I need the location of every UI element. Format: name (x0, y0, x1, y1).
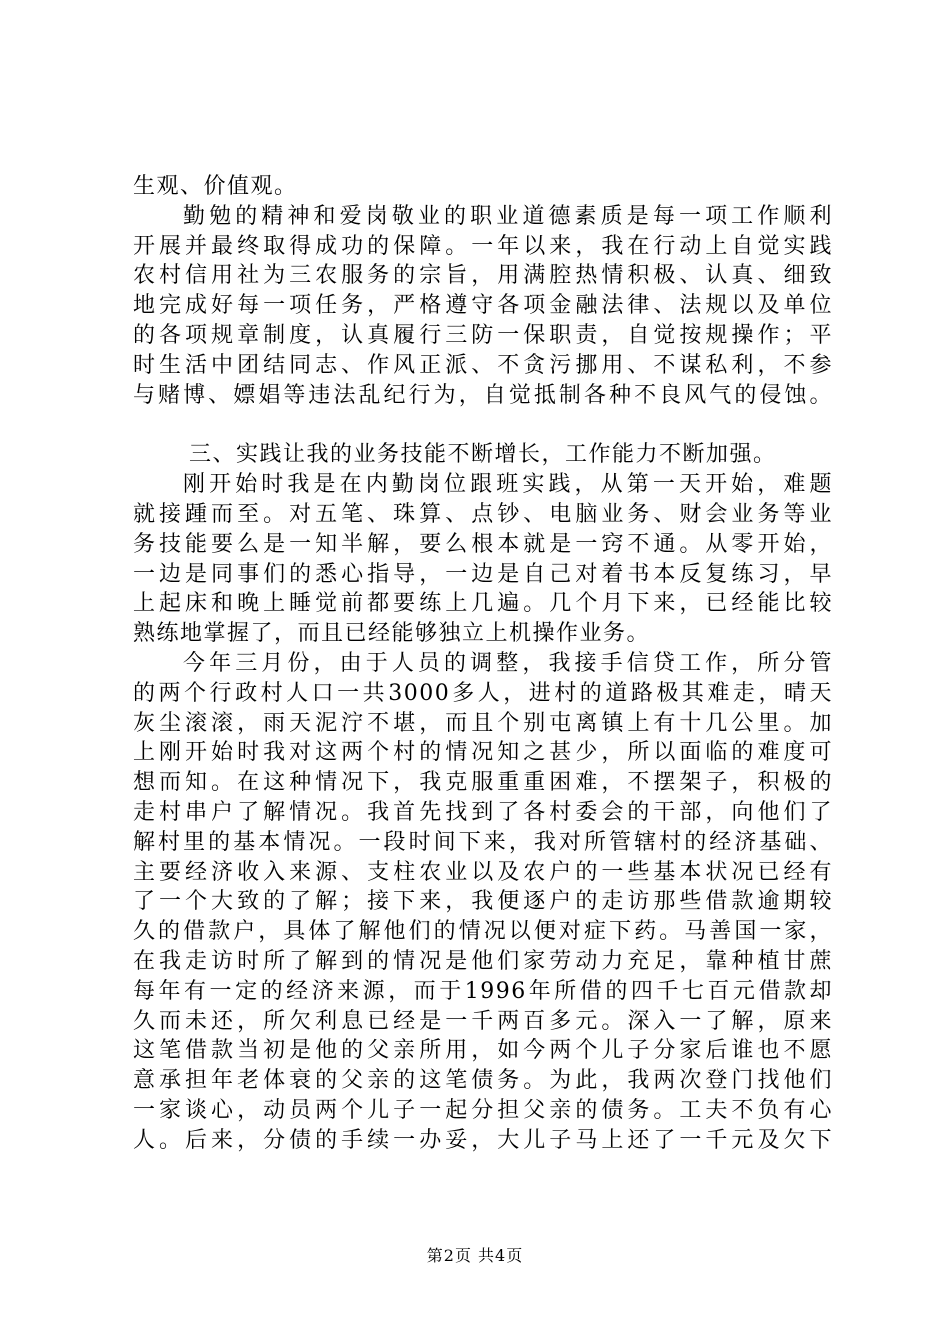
paragraph-line: 生观、价值观。 (133, 174, 298, 199)
paragraph-line: 刚开始时我是在内勤岗位跟班实践，从第一天开始，难题 (183, 472, 833, 498)
paragraph-line: 解村里的基本情况。一段时间下来，我对所管辖村的经济基础、 (133, 829, 833, 855)
section-heading: 三、实践让我的业务技能不断增长，工作能力不断加强。 (189, 442, 777, 468)
paragraph-line: 灰尘滚滚，雨天泥泞不堪，而且个别屯离镇上有十几公里。加 (133, 710, 833, 736)
paragraph-line: 每年有一定的经济来源，而于1996年所借的四千七百元借款却 (133, 978, 833, 1004)
paragraph-line: 在我走访时所了解到的情况是他们家劳动力充足，靠种植甘蔗 (133, 948, 833, 974)
paragraph-line: 意承担年老体衰的父亲的这笔债务。为此，我两次登门找他们 (133, 1068, 833, 1094)
paragraph-line: 上起床和晚上睡觉前都要练上几遍。几个月下来，已经能比较 (133, 591, 833, 617)
paragraph-line: 今年三月份，由于人员的调整，我接手信贷工作，所分管 (183, 650, 833, 676)
paragraph-line: 与赌博、嫖娼等违法乱纪行为，自觉抵制各种不良风气的侵蚀。 (133, 382, 833, 408)
document-body (133, 172, 833, 1156)
paragraph-line: 时生活中团结同志、作风正派、不贪污挪用、不谋私利，不参 (133, 352, 833, 378)
paragraph-line: 一边是同事们的悉心指导，一边是自己对着书本反复练习，早 (133, 561, 833, 587)
paragraph-line: 务技能要么是一知半解，要么根本就是一窍不通。从零开始， (133, 531, 833, 557)
paragraph-line: 想而知。在这种情况下，我克服重重困难，不摆架子，积极的 (133, 770, 833, 796)
paragraph-line: 人。后来，分债的手续一办妥，大儿子马上还了一千元及欠下 (133, 1127, 833, 1153)
paragraph-gap (133, 410, 833, 440)
paragraph-line: 上刚开始时我对这两个村的情况知之甚少，所以面临的难度可 (133, 740, 833, 766)
paragraph-line: 这笔借款当初是他的父亲所用，如今两个儿子分家后谁也不愿 (133, 1038, 833, 1064)
page-footer (0, 1243, 950, 1266)
paragraph-line: 地完成好每一项任务，严格遵守各项金融法律、法规以及单位 (133, 293, 833, 319)
paragraph-line: 久而未还，所欠利息已经是一千两百多元。深入一了解，原来 (133, 1008, 833, 1034)
paragraph-line: 熟练地掌握了，而且已经能够独立上机操作业务。 (133, 621, 651, 647)
paragraph-line: 走村串户了解情况。我首先找到了各村委会的干部，向他们了 (133, 799, 833, 825)
paragraph-line: 的两个行政村人口一共3000多人，进村的道路极其难走，晴天 (133, 680, 833, 706)
paragraph-line: 就接踵而至。对五笔、珠算、点钞、电脑业务、财会业务等业 (133, 501, 833, 527)
paragraph-line: 久的借款户，具体了解他们的情况以便对症下药。马善国一家， (133, 919, 833, 945)
paragraph-line: 的各项规章制度，认真履行三防一保职责，自觉按规操作；平 (133, 322, 833, 348)
paragraph-line: 勤勉的精神和爱岗敬业的职业道德素质是每一项工作顺利 (183, 203, 833, 229)
page-number: 第2页 共4页 (426, 1246, 524, 1265)
paragraph-line: 农村信用社为三农服务的宗旨，用满腔热情积极、认真、细致 (133, 263, 833, 289)
paragraph-line: 了一个大致的了解；接下来，我便逐户的走访那些借款逾期较 (133, 889, 833, 915)
paragraph-line: 主要经济收入来源、支柱农业以及农户的一些基本状况已经有 (133, 859, 833, 885)
paragraph-line: 开展并最终取得成功的保障。一年以来，我在行动上自觉实践 (133, 233, 833, 259)
paragraph-line: 一家谈心，动员两个儿子一起分担父亲的债务。工夫不负有心 (133, 1097, 833, 1123)
